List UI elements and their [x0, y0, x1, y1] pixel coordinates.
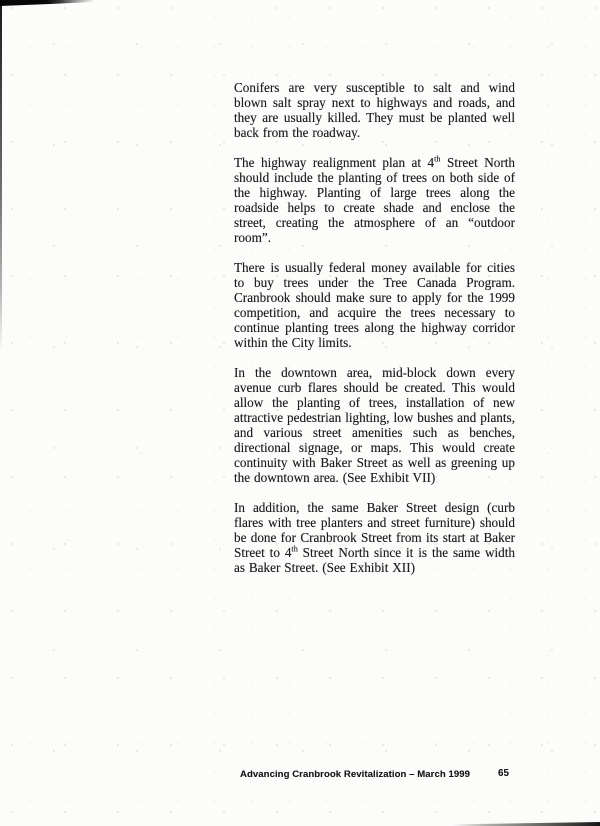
paragraph-text: Conifers are very susceptible to salt and wind blown salt spray next to highways and roads, and they are usually killed. They must be planted well back from the roadway.: [234, 80, 515, 140]
paragraph-text: In the downtown area, mid-block down every avenue curb flares should be created. This would allow the planting of trees, installation of new attractive pedestrian lighting, low bushes and plants, and various street amenities such as benches, directional signage, or maps. This would create continuity with Baker Street as well as greening up the downtown area. (See Exhibit VII): [234, 365, 515, 485]
page-number: 65: [498, 768, 509, 779]
scan-artifact-top-left-strip: [0, 0, 96, 6]
scan-artifact-left-edge-line: [0, 0, 2, 352]
paragraph-text: Street North since it is the same width as Baker Street. (See Exhibit XII): [234, 545, 515, 575]
body-text-column: [234, 80, 515, 590]
superscript-ordinal: th: [434, 154, 441, 164]
paragraph-highway-realignment: [234, 155, 515, 245]
scan-artifact-bottom-right-strip: [452, 822, 600, 826]
footer-report-title: Advancing Cranbrook Revitalization – March 1999: [240, 769, 470, 780]
paragraph-conifers: [234, 80, 515, 140]
paragraph-text: In addition, the same Baker Street design (curb flares with tree planters and street furniture) should be done for Cranbrook Street from its start at Baker Street to 4: [234, 500, 515, 560]
superscript-ordinal: th: [291, 544, 298, 554]
paragraph-cranbrook-street-design: [234, 500, 515, 575]
paragraph-text: Street North should include the planting of trees on both side of the highway. Planting of large trees along the roadside helps to create shade and enclose the street, creating the atmosphere of an “outdoor room”.: [234, 155, 515, 245]
paragraph-text: There is usually federal money available for cities to buy trees under the Tree Canada Program. Cranbrook should make sure to apply for the 1999 competition, and acquire the trees necessary to continue planting trees along the highway corridor within the City limits.: [234, 260, 515, 350]
paragraph-tree-canada-program: [234, 260, 515, 350]
paragraph-downtown-curb-flares: [234, 365, 515, 485]
paragraph-text: The highway realignment plan at 4: [234, 155, 435, 170]
